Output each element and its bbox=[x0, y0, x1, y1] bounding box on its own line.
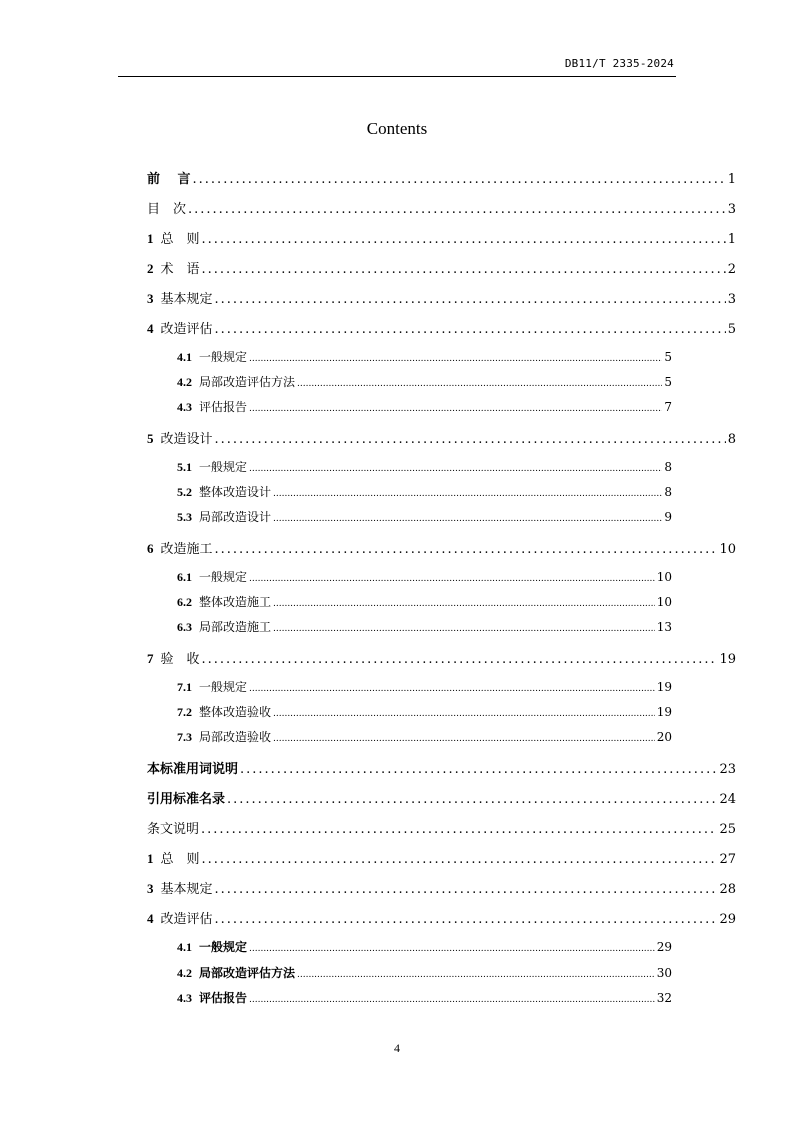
toc-entry-page: 19 bbox=[656, 680, 672, 694]
toc-entry-number: 6.2 bbox=[177, 595, 192, 609]
toc-entry-page: 20 bbox=[656, 730, 672, 744]
toc-entry[interactable] bbox=[177, 728, 672, 745]
toc-entry-label bbox=[177, 458, 247, 475]
dot-leader bbox=[249, 354, 662, 364]
toc-entry-number: 7.1 bbox=[177, 680, 192, 694]
toc-entry-title: 整体改造设计 bbox=[199, 485, 272, 499]
toc-entry-page: 7 bbox=[664, 400, 672, 414]
toc-entry-title: 评估报告 bbox=[199, 400, 248, 414]
toc-entry-number: 4 bbox=[147, 321, 154, 336]
toc-entry-page: 8 bbox=[664, 485, 672, 499]
toc-entry-page: 29 bbox=[719, 912, 736, 927]
toc-entry-label bbox=[177, 989, 247, 1006]
toc-entry-title: 改造评估 bbox=[160, 322, 213, 337]
toc-entry[interactable] bbox=[147, 198, 736, 217]
toc-entry-page: 28 bbox=[719, 882, 736, 897]
toc-entry-number: 4.2 bbox=[177, 375, 192, 389]
toc-entry-label bbox=[177, 678, 247, 695]
toc-entry-label bbox=[147, 538, 213, 557]
toc-entry-number: 1 bbox=[147, 851, 154, 866]
toc-entry-label bbox=[147, 288, 213, 307]
toc-entry[interactable] bbox=[147, 818, 736, 837]
toc-entry-page: 1 bbox=[727, 232, 736, 247]
document-code: DB11/T 2335-2024 bbox=[564, 57, 674, 70]
toc-entry-title: 目 次 bbox=[147, 202, 187, 217]
toc-entry-number: 1 bbox=[147, 231, 154, 246]
toc-entry-title: 局部改造评估方法 bbox=[199, 375, 296, 389]
toc-entry[interactable] bbox=[147, 648, 736, 667]
toc-entry[interactable] bbox=[177, 618, 672, 635]
toc-entry[interactable] bbox=[177, 373, 672, 390]
toc-entry-title: 一般规定 bbox=[199, 570, 248, 584]
toc-entry-number: 7.3 bbox=[177, 730, 192, 744]
toc-entry[interactable] bbox=[147, 258, 736, 277]
toc-entry-title: 整体改造验收 bbox=[199, 705, 272, 719]
toc-entry-label bbox=[177, 703, 271, 720]
toc-entry-page: 29 bbox=[656, 940, 672, 954]
toc-entry-title: 基本规定 bbox=[160, 882, 213, 897]
toc-entry-title: 验 收 bbox=[160, 652, 200, 667]
toc-entry[interactable] bbox=[177, 568, 672, 585]
toc-entry-label bbox=[177, 508, 271, 525]
toc-entry-number: 5.1 bbox=[177, 460, 192, 474]
toc-entry-number: 4.3 bbox=[177, 991, 192, 1005]
toc-entry-title: 局部改造设计 bbox=[199, 510, 272, 524]
toc-entry-label bbox=[177, 398, 247, 415]
toc-entry[interactable] bbox=[147, 538, 736, 557]
toc-entry[interactable] bbox=[177, 593, 672, 610]
toc-entry-title: 基本规定 bbox=[160, 292, 213, 307]
toc-entry-page: 5 bbox=[727, 322, 736, 337]
dot-leader bbox=[249, 684, 655, 694]
toc-entry-label bbox=[147, 428, 213, 447]
toc-entry-page: 8 bbox=[664, 460, 672, 474]
toc-entry-label bbox=[177, 728, 271, 745]
dot-leader bbox=[297, 379, 662, 389]
page-title: Contents bbox=[366, 119, 428, 138]
toc-entry-page: 3 bbox=[727, 202, 736, 217]
dot-leader bbox=[227, 792, 717, 807]
toc-entry[interactable] bbox=[177, 348, 672, 365]
toc-entry-title: 局部改造施工 bbox=[199, 620, 272, 634]
toc-entry[interactable] bbox=[147, 848, 736, 867]
toc-entry-label bbox=[147, 648, 200, 667]
toc-entry-label bbox=[147, 758, 238, 777]
toc-entry-title: 前 言 bbox=[147, 172, 191, 187]
dot-leader bbox=[202, 852, 718, 867]
dot-leader bbox=[249, 464, 662, 474]
toc-entry-title: 一般规定 bbox=[199, 460, 248, 474]
header-rule bbox=[118, 76, 676, 77]
toc-entry-number: 5 bbox=[147, 431, 154, 446]
toc-entry-page: 8 bbox=[727, 432, 736, 447]
toc-entry[interactable] bbox=[147, 318, 736, 337]
toc-entry-title: 总 则 bbox=[160, 852, 200, 867]
toc-entry-title: 改造施工 bbox=[160, 542, 213, 557]
toc-entry-number: 6.1 bbox=[177, 570, 192, 584]
toc-entry-number: 6 bbox=[147, 541, 154, 556]
toc-entry-page: 30 bbox=[656, 966, 672, 980]
toc-entry-title: 改造设计 bbox=[160, 432, 213, 447]
page-number: 4 bbox=[394, 1041, 400, 1055]
toc-entry-label bbox=[147, 258, 200, 277]
toc-entry-page: 24 bbox=[719, 792, 736, 807]
dot-leader bbox=[215, 912, 718, 927]
toc-entry-title: 引用标准名录 bbox=[147, 792, 226, 807]
toc-entry[interactable] bbox=[147, 788, 736, 807]
toc-entry-page: 1 bbox=[727, 172, 736, 187]
toc-entry[interactable] bbox=[147, 168, 736, 187]
toc-entry-title: 一般规定 bbox=[199, 680, 248, 694]
toc-entry-number: 4 bbox=[147, 911, 154, 926]
toc-entry[interactable] bbox=[147, 288, 736, 307]
toc-entry[interactable] bbox=[177, 483, 672, 500]
toc-entry-label bbox=[147, 788, 225, 807]
toc-entry[interactable] bbox=[177, 938, 672, 955]
toc-entry-number: 7 bbox=[147, 651, 154, 666]
toc-entry-title: 本标准用词说明 bbox=[147, 762, 239, 777]
toc-entry[interactable] bbox=[147, 908, 736, 927]
toc-entry-title: 术 语 bbox=[160, 262, 200, 277]
dot-leader bbox=[297, 970, 655, 980]
toc-entry-title: 局部改造验收 bbox=[199, 730, 272, 744]
toc-entry-label bbox=[147, 848, 200, 867]
toc-entry[interactable] bbox=[177, 964, 672, 981]
toc-entry-page: 10 bbox=[656, 570, 672, 584]
toc-entry-number: 4.1 bbox=[177, 940, 192, 954]
toc-entry-title: 条文说明 bbox=[147, 822, 200, 837]
dot-leader bbox=[215, 882, 718, 897]
toc-entry[interactable] bbox=[147, 878, 736, 897]
toc-entry-label bbox=[147, 168, 191, 187]
dot-leader bbox=[202, 232, 726, 247]
toc-entry-title: 总 则 bbox=[160, 232, 200, 247]
toc-entry-title: 局部改造评估方法 bbox=[199, 966, 296, 980]
toc-entry-page: 5 bbox=[664, 350, 672, 364]
toc-entry-label bbox=[147, 818, 199, 837]
toc-entry-number: 2 bbox=[147, 261, 154, 276]
toc-entry-page: 10 bbox=[719, 542, 736, 557]
toc-entry-page: 32 bbox=[656, 991, 672, 1005]
dot-leader bbox=[249, 574, 655, 584]
toc-entry-page: 10 bbox=[656, 595, 672, 609]
toc-entry-label bbox=[177, 373, 295, 390]
toc-entry-page: 2 bbox=[727, 262, 736, 277]
toc-entry[interactable] bbox=[177, 703, 672, 720]
toc-entry[interactable] bbox=[177, 398, 672, 415]
dot-leader bbox=[215, 292, 726, 307]
toc-entry-label bbox=[147, 878, 213, 897]
toc-entry-page: 19 bbox=[719, 652, 736, 667]
toc-entry-number: 4.2 bbox=[177, 966, 192, 980]
toc-entry[interactable] bbox=[147, 758, 736, 777]
toc-entry-number: 4.3 bbox=[177, 400, 192, 414]
dot-leader bbox=[273, 734, 655, 744]
toc-entry-number: 7.2 bbox=[177, 705, 192, 719]
toc-entry-label bbox=[147, 908, 213, 927]
dot-leader bbox=[201, 822, 717, 837]
toc-entry-label bbox=[147, 318, 213, 337]
dot-leader bbox=[215, 322, 726, 337]
toc-entry-page: 23 bbox=[719, 762, 736, 777]
toc-entry-title: 改造评估 bbox=[160, 912, 213, 927]
dot-leader bbox=[273, 489, 662, 499]
toc-entry[interactable] bbox=[177, 678, 672, 695]
toc-entry-title: 整体改造施工 bbox=[199, 595, 272, 609]
toc-entry-page: 5 bbox=[664, 375, 672, 389]
toc-entry-label bbox=[177, 938, 247, 955]
toc-entry-number: 6.3 bbox=[177, 620, 192, 634]
toc-entry-page: 9 bbox=[664, 510, 672, 524]
toc-entry-title: 一般规定 bbox=[199, 940, 248, 954]
toc-entry-page: 27 bbox=[719, 852, 736, 867]
toc-entry[interactable] bbox=[147, 428, 736, 447]
toc-entry-label bbox=[177, 348, 247, 365]
dot-leader bbox=[249, 944, 655, 954]
dot-leader bbox=[249, 404, 662, 414]
toc-entry-page: 13 bbox=[656, 620, 672, 634]
dot-leader bbox=[273, 624, 655, 634]
toc-entry-number: 4.1 bbox=[177, 350, 192, 364]
toc-entry-title: 评估报告 bbox=[199, 991, 248, 1005]
toc-entry[interactable] bbox=[177, 458, 672, 475]
toc-entry-page: 19 bbox=[656, 705, 672, 719]
dot-leader bbox=[249, 995, 655, 1005]
toc-entry-label bbox=[177, 593, 271, 610]
dot-leader bbox=[215, 542, 718, 557]
dot-leader bbox=[202, 652, 718, 667]
dot-leader bbox=[193, 172, 726, 187]
toc-entry[interactable] bbox=[177, 989, 672, 1006]
toc-entry-number: 3 bbox=[147, 881, 154, 896]
toc-entry[interactable] bbox=[177, 508, 672, 525]
toc-entry-label bbox=[177, 964, 295, 981]
dot-leader bbox=[273, 514, 662, 524]
toc-entry-label bbox=[177, 568, 247, 585]
toc-entry-label bbox=[177, 618, 271, 635]
dot-leader bbox=[273, 599, 655, 609]
dot-leader bbox=[273, 709, 655, 719]
dot-leader bbox=[240, 762, 717, 777]
toc-entry[interactable] bbox=[147, 228, 736, 247]
toc-entry-label bbox=[147, 228, 200, 247]
dot-leader bbox=[188, 202, 726, 217]
toc-entry-page: 25 bbox=[719, 822, 736, 837]
toc-entry-page: 3 bbox=[727, 292, 736, 307]
dot-leader bbox=[202, 262, 726, 277]
toc-entry-label bbox=[147, 198, 186, 217]
toc-entry-number: 5.3 bbox=[177, 510, 192, 524]
toc-entry-number: 5.2 bbox=[177, 485, 192, 499]
toc-entry-title: 一般规定 bbox=[199, 350, 248, 364]
dot-leader bbox=[215, 432, 726, 447]
toc-entry-number: 3 bbox=[147, 291, 154, 306]
toc-entry-label bbox=[177, 483, 271, 500]
